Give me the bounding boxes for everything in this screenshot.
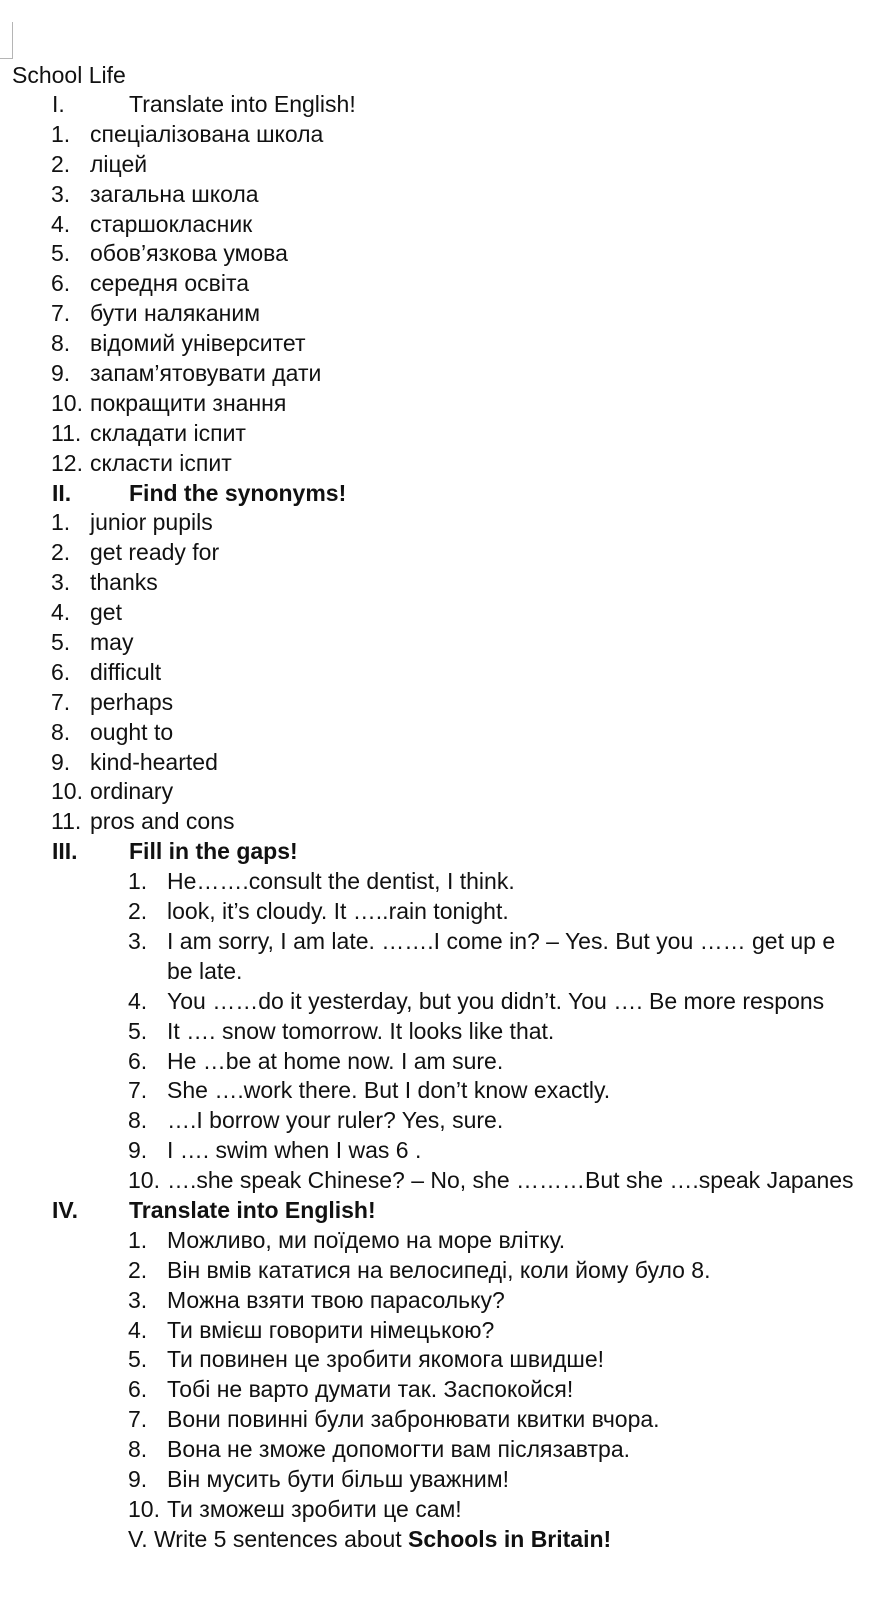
list-item: 11. складати іспит [51,419,246,446]
list-item: 10. ….she speak Chinese? – No, she ………But she ….speak Japanes [128,1167,854,1194]
list-item: 2. Він вмів кататися на велосипеді, коли йому було 8. [128,1256,711,1283]
section-2 [12,479,879,838]
section-heading [12,479,879,509]
document [12,60,879,1555]
section-heading-text: Translate into English! [129,91,356,117]
list-item: 6. difficult [51,658,162,685]
list-item: 1. junior pupils [51,509,213,536]
list-item: 1. Можливо, ми поїдемо на море влітку. [128,1226,566,1253]
list-item: 3. Можна взяти твою парасольку? [128,1286,505,1313]
section-numeral: I. [52,91,65,117]
list-item: 10. Ти зможеш зробити це сам! [128,1495,462,1522]
list-item: 10. ordinary [51,778,174,805]
list-item: 4. You ……do it yesterday, but you didn’t. You …. Be more respons [128,987,825,1014]
list-item: 10. покращити знання [51,389,287,416]
document-title: School Life [12,62,126,88]
list-item: 9. Він мусить бути більш уважним! [128,1465,509,1492]
list-item: 7. Вони повинні були забронювати квитки вчора. [128,1406,660,1433]
list-item: 11. pros and cons [51,808,235,835]
section-numeral: II. [52,479,72,506]
list-item: 12. скласти іспит [51,449,232,476]
section-heading [12,1196,879,1226]
list-item: 4. get [51,599,122,626]
list-item: 8. Вона не зможе допомогти вам післязавтра. [128,1436,631,1463]
list-item: 9. I …. swim when I was 6 . [128,1137,422,1164]
list-item: 4. старшокласник [51,210,253,237]
section-5-task [12,1525,879,1555]
list-item: 4. Ти вмієш говорити німецькою? [128,1316,495,1343]
list-item: 7. perhaps [51,688,174,715]
list-item: 7. бути наляканим [51,300,261,327]
section-heading [12,837,879,867]
list-item: 5. It …. snow tomorrow. It looks like that. [128,1017,555,1044]
list-item: 9. запам’ятовувати дати [51,360,322,387]
task-prefix: V. Write 5 sentences about [128,1525,409,1552]
list-item: 2. get ready for [51,539,220,566]
section-1 [12,90,879,479]
section-heading [12,90,879,120]
list-item: 9. kind-hearted [51,748,218,775]
list-item: 1. He…….consult the dentist, I think. [128,868,515,895]
list-item: 5. may [51,629,134,656]
list-item: 3. загальна школа [51,180,259,207]
list-item: 5. обов’язкова умова [51,240,288,267]
list-item: 2. ліцей [51,150,148,177]
list-item: 6. He …be at home now. I am sure. [128,1047,504,1074]
list-item: 3. thanks [51,569,158,596]
section-numeral: IV. [52,1196,79,1223]
list-item: 3. I am sorry, I am late. …….I come in? – Yes. But you …… get up e [128,927,836,954]
list-item: 2. look, it’s cloudy. It …..rain tonight. [128,898,509,925]
section-heading-text: Fill in the gaps! [129,838,298,865]
list-item: 6. середня освіта [51,270,250,297]
list-item: 8. відомий університет [51,330,306,357]
list-item-continuation: be late. [167,957,243,984]
section-3 [12,837,879,1196]
list-item: 5. Ти повинен це зробити якомога швидше! [128,1346,604,1373]
list-item: 8. ought to [51,718,174,745]
page-corner-mark [0,22,13,59]
section-numeral: III. [52,838,78,865]
section-heading-text: Find the synonyms! [129,479,347,506]
section-heading-text: Translate into English! [129,1196,376,1223]
list-item: 1. спеціалізована школа [51,120,324,147]
task-topic: Schools in Britain! [408,1525,612,1552]
section-4 [12,1196,879,1525]
list-item: 6. Тобі не варто думати так. Заспокойся! [128,1376,574,1403]
list-item: 8. ….I borrow your ruler? Yes, sure. [128,1107,504,1134]
list-item: 7. She ….work there. But I don’t know exactly. [128,1077,611,1104]
